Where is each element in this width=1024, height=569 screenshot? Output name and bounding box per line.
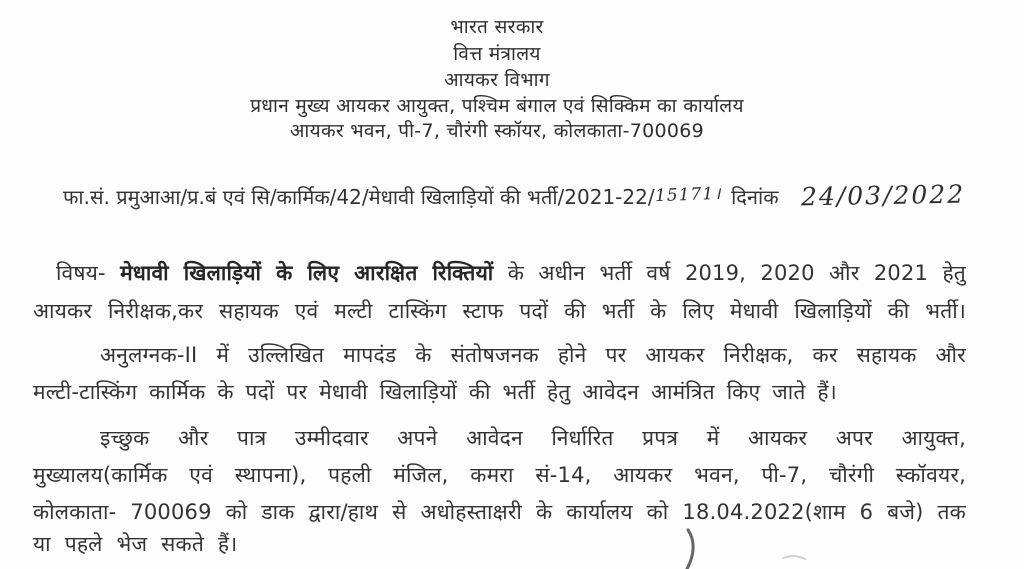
paragraph1-line-2: मल्टी-टास्किंग कार्मिक के पदों पर मेधावी खिलाड़ियों की भर्ती हेतु आवेदन आमंत्रित किए जाते हैं। [33, 380, 837, 404]
header-office: प्रधान मुख्य आयकर आयुक्त, पश्चिम बंगाल एवं सिक्किम का कार्यालय [250, 95, 744, 117]
paragraph2-line-1: इच्छुक और पात्र उम्मीदवार अपने आवेदन निर्धारित प्रपत्र में आयकर अपर आयुक्त, [100, 426, 966, 450]
file-number-line [63, 181, 984, 210]
paragraph2-line-4: या पहले भेज सकते हैं। [33, 532, 238, 556]
header-ministry: वित्त मंत्रालय [453, 43, 541, 65]
subject-bold-text: मेधावी खिलाड़ियों के लिए आरक्षित रिक्तियों [120, 261, 494, 285]
paragraph1-line-1: अनुलग्नक-II में उल्लिखित मापदंड के संतोषजनक होने पर आयकर निरीक्षक, कर सहायक और [100, 343, 966, 367]
paragraph2-line-2: मुख्यालय(कार्मिक एवं स्थापना), पहली मंजिल, कमरा सं-14, आयकर भवन, पी-7, चौरंगी स्कॉवयर, [33, 463, 966, 487]
subject-line-1 [56, 258, 966, 288]
header-government: भारत सरकार [450, 16, 544, 38]
handwritten-date: 24/03/2022 [800, 179, 965, 212]
subject-label: विषय- [56, 261, 106, 285]
paragraph2-line-3: कोलकाता- 700069 को डाक द्वारा/हाथ से अधोहस्ताक्षरी के कार्यालय को 18.04.2022(शाम 6 बजे) तक [33, 500, 966, 524]
date-label: दिनांक [731, 185, 779, 209]
header-department: आयकर विभाग [444, 69, 550, 91]
subject-line-2: आयकर निरीक्षक,कर सहायक एवं मल्टी टास्किंग स्टाफ पदों की भर्ती के लिए मेधावी खिलाड़ियों की भर्ती। [33, 299, 966, 323]
subject-line-1-rest: के अधीन भर्ती वर्ष 2019, 2020 और 2021 हेतु [507, 261, 966, 285]
header-address: आयकर भवन, पी-7, चौरंगी स्कॉयर, कोलकाता-700069 [289, 120, 705, 142]
pen-stroke-mark [655, 528, 855, 569]
handwritten-serial-number: 15171। [654, 183, 722, 207]
file-number-prefix: फा.सं. प्रमुआआ/प्र.बं एवं सि/कार्मिक/42/मेधावी खिलाड़ियों की भर्ती/2021-22/ [63, 185, 655, 209]
